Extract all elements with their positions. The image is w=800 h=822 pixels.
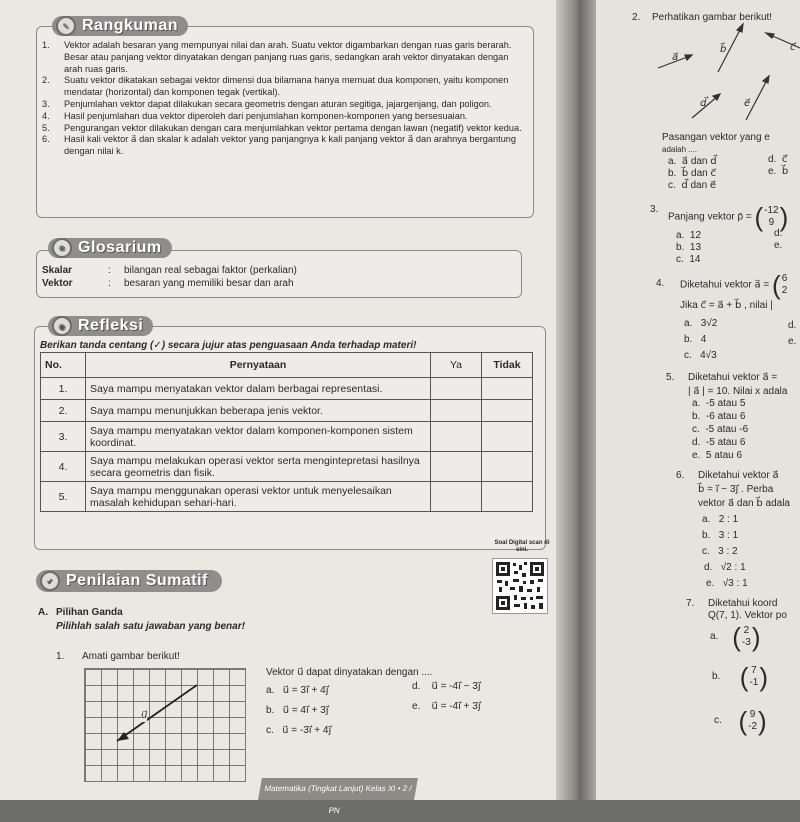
q3-opt-a[interactable]: a. 12 — [676, 230, 702, 241]
section-instruction: Pilihlah salah satu jawaban yang benar! — [56, 621, 245, 632]
checkbox-ya[interactable] — [431, 482, 482, 512]
col-tidak: Tidak — [482, 353, 533, 378]
rangkuman-item-text: Hasil kali vektor a⃗ dan skalar k adalah vektor yang panjangnya k kali panjang vektor a⃗ dan arahnya bergantung dengan nilai k. — [64, 134, 517, 157]
rangkuman-heading: ✎ Rangkuman — [52, 16, 188, 36]
refleksi-row-statement: Saya mampu menyatakan vektor dalam berbagai representasi. — [86, 378, 431, 400]
section-letter: A. — [38, 607, 48, 618]
refleksi-table — [40, 352, 533, 512]
q4-opt-b[interactable]: b. 4 — [684, 334, 707, 345]
q1-option-a[interactable]: a. u⃗ = 3i⃗ + 4j⃗ — [266, 685, 329, 696]
q2-stem-line1: Pasangan vektor yang e — [662, 132, 770, 143]
refleksi-row-number: 4. — [41, 452, 86, 482]
q4-opt-e[interactable]: e. — [788, 336, 797, 347]
q2-opt-e[interactable]: e. b⃗ — [768, 166, 789, 177]
q7-opt-b[interactable]: b. ( 7 -1 ) — [712, 662, 769, 692]
q3-opt-d[interactable]: d. — [774, 228, 783, 239]
qr-label: Soal Digital scan di sini. — [494, 540, 550, 553]
rangkuman-item — [42, 75, 522, 99]
q5-stem: Diketahui vektor a⃗ = — [688, 372, 778, 383]
vector-figure — [596, 22, 800, 142]
refleksi-row-statement: Saya mampu menunjukkan beberapa jenis vektor. — [86, 400, 431, 422]
q3-number: 3. — [650, 204, 659, 215]
q7-opt-a[interactable]: a. ( 2 -3 ) — [710, 622, 761, 652]
q2-stem-line2: adalah .... — [662, 145, 698, 154]
rangkuman-item — [42, 123, 522, 135]
q2-number: 2. — [632, 12, 641, 23]
q3-opt-b[interactable]: b. 13 — [676, 242, 702, 253]
vec-a-label: a⃗ — [672, 52, 679, 63]
q7-stem: Diketahui koord — [708, 598, 778, 609]
rangkuman-item-number: 3. — [42, 98, 50, 109]
q5-opt-b[interactable]: b. -6 atau 6 — [692, 411, 746, 422]
q1-option-d[interactable]: d. u⃗ = -4i⃗ − 3j⃗ — [412, 681, 481, 692]
q7-opt-c[interactable]: c. ( 9 -2 ) — [714, 706, 767, 736]
col-no: No. — [41, 353, 86, 378]
q5-opt-a[interactable]: a. -5 atau 5 — [692, 398, 746, 409]
refleksi-row — [41, 482, 533, 512]
q4-opt-d[interactable]: d. — [788, 320, 797, 331]
q5-number: 5. — [666, 372, 675, 383]
checkbox-ya[interactable] — [431, 422, 482, 452]
q3-opt-c[interactable]: c. 14 — [676, 254, 701, 265]
q4-number: 4. — [656, 278, 665, 289]
refleksi-row-statement: Saya mampu menggunakan operasi vektor untuk menyelesaikan masalah kehidupan sehari-hari. — [86, 482, 431, 512]
rangkuman-item — [42, 134, 522, 158]
reflection-icon: ◉ — [52, 316, 72, 336]
glossary-icon: ❋ — [52, 238, 72, 258]
q5-line: | a⃗ | = 10. Nilai x adala — [688, 386, 788, 397]
q4-stem: Diketahui vektor a⃗ = ( 6 2 — [680, 270, 788, 300]
checkbox-tidak[interactable] — [482, 422, 533, 452]
checkbox-tidak[interactable] — [482, 400, 533, 422]
refleksi-instruction: Berikan tanda centang (✓) secara jujur atas penguasaan Anda terhadap materi! — [40, 340, 417, 351]
rangkuman-item — [42, 111, 522, 123]
checkbox-ya[interactable] — [431, 452, 482, 482]
checkbox-tidak[interactable] — [482, 482, 533, 512]
book-icon: ✎ — [56, 16, 76, 36]
refleksi-row-number: 2. — [41, 400, 86, 422]
book-gutter — [556, 0, 596, 800]
page-footer: Matematika (Tingkat Lanjut) Kelas XI • 2 / PN — [258, 778, 418, 800]
q1-option-e[interactable]: e. u⃗ = -4i⃗ + 3j⃗ — [412, 701, 481, 712]
refleksi-heading: ◉ Refleksi — [48, 316, 153, 336]
rangkuman-item-number: 4. — [42, 110, 50, 121]
refleksi-row-number: 5. — [41, 482, 86, 512]
q6-opt-b[interactable]: b. 3 : 1 — [702, 530, 739, 541]
refleksi-row-statement: Saya mampu melakukan operasi vektor serta mengintepretasi hasilnya secara geometris dan fisik. — [86, 452, 431, 482]
checkbox-ya[interactable] — [431, 378, 482, 400]
glosarium-list — [42, 264, 297, 290]
q7-opt-b-matrix: ( 7 -1 ) — [739, 662, 769, 692]
q6-number: 6. — [676, 470, 685, 481]
assessment-icon: ✔ — [40, 571, 60, 591]
checkbox-ya[interactable] — [431, 400, 482, 422]
vector-u-label: u⃗ — [141, 710, 148, 721]
glosarium-heading: ❋ Glosarium — [48, 238, 172, 258]
q2-opt-d[interactable]: d. c⃗ — [768, 154, 788, 165]
q3-opt-e[interactable]: e. — [774, 240, 783, 251]
refleksi-row-number: 1. — [41, 378, 86, 400]
q2-opt-a[interactable]: a. a⃗ dan d⃗ — [668, 156, 717, 167]
q6-line2: vektor a⃗ dan b⃗ adala — [698, 498, 790, 509]
q6-opt-e[interactable]: e. √3 : 1 — [706, 578, 748, 589]
rangkuman-item-text: Suatu vektor dikatakan sebagai vektor dimensi dua bilamana hanya memuat dua komponen, yaitu komponen mendatar (horizontal) dan komponen tegak (vertikal). — [64, 75, 509, 98]
penilaian-heading: ✔ Penilaian Sumatif — [36, 570, 222, 592]
q6-line1: b⃗ = i⃗ − 3j⃗ . Perba — [698, 484, 774, 495]
vec-d-label: d⃗ — [700, 98, 707, 109]
rangkuman-item-text: Pengurangan vektor dilakukan dengan cara menjumlahkan vektor pertama dengan lawan (negatif) vektor kedua. — [64, 122, 522, 133]
glosarium-entry: Skalar : bilangan real sebagai faktor (perkalian) — [42, 265, 297, 276]
q6-stem: Diketahui vektor a⃗ — [698, 470, 779, 481]
q7-opt-a-matrix: ( 2 -3 ) — [732, 622, 761, 652]
q2-text: Perhatikan gambar berikut! — [652, 12, 773, 23]
rangkuman-item — [42, 40, 522, 75]
q3-matrix: ( -12 9 ) — [754, 202, 789, 232]
vec-c-label: c⃗ — [790, 42, 796, 53]
q4-line: Jika c⃗ = a⃗ + b⃗ , nilai | — [680, 300, 773, 311]
vec-e-label: e⃗ — [744, 98, 751, 109]
q7-line: Q(7, 1). Vektor po — [708, 610, 787, 621]
right-page — [596, 0, 800, 800]
col-pernyataan: Pernyataan — [86, 353, 431, 378]
rangkuman-item-number: 2. — [42, 75, 50, 86]
glosarium-entry: Vektor : besaran yang memiliki besar dan arah — [42, 278, 294, 289]
checkbox-tidak[interactable] — [482, 378, 533, 400]
q4-opt-c[interactable]: c. 4√3 — [684, 350, 717, 361]
refleksi-row — [41, 378, 533, 400]
rangkuman-item-number: 5. — [42, 122, 50, 133]
q6-opt-d[interactable]: d. √2 : 1 — [704, 562, 746, 573]
rangkuman-item — [42, 99, 522, 111]
q7-number: 7. — [686, 598, 695, 609]
refleksi-row — [41, 400, 533, 422]
q5-opt-c[interactable]: c. -5 atau -6 — [692, 424, 749, 435]
q2-opt-b[interactable]: b. b⃗ dan c⃗ — [668, 168, 716, 179]
q5-opt-d[interactable]: d. -5 atau 6 — [692, 437, 746, 448]
q4-opt-a[interactable]: a. 3√2 — [684, 318, 718, 329]
rangkuman-list — [42, 40, 522, 158]
refleksi-row — [41, 422, 533, 452]
refleksi-row-number: 3. — [41, 422, 86, 452]
rangkuman-item-text: Hasil penjumlahan dua vektor diperoleh dari penjumlahan komponen-komponen yang bersesuaian. — [64, 110, 468, 121]
q1-text: Amati gambar berikut! — [82, 651, 180, 662]
q6-opt-a[interactable]: a. 2 : 1 — [702, 514, 739, 525]
q1-number: 1. — [56, 651, 65, 662]
vector-grid — [84, 668, 246, 782]
vector-u-arrow — [85, 669, 245, 781]
col-ya: Ya — [431, 353, 482, 378]
q2-opt-c[interactable]: c. d⃗ dan e⃗ — [668, 180, 717, 191]
q1-option-c[interactable]: c. u⃗ = -3i⃗ + 4j⃗ — [266, 725, 332, 736]
q1-stem: Vektor u⃗ dapat dinyatakan dengan .... — [266, 667, 433, 678]
checkbox-tidak[interactable] — [482, 452, 533, 482]
vec-b-label: b⃗ — [720, 44, 727, 55]
q1-option-b[interactable]: b. u⃗ = 4i⃗ + 3j⃗ — [266, 705, 329, 716]
refleksi-row-statement: Saya mampu menyatakan vektor dalam komponen-komponen sistem koordinat. — [86, 422, 431, 452]
rangkuman-item-number: 6. — [42, 134, 50, 145]
q6-opt-c[interactable]: c. 3 : 2 — [702, 546, 738, 557]
rangkuman-item-number: 1. — [42, 40, 50, 50]
q4-matrix: ( 6 2 — [772, 270, 788, 300]
section-title: Pilihan Ganda — [56, 607, 123, 618]
qr-code[interactable] — [492, 558, 548, 614]
refleksi-row — [41, 452, 533, 482]
rangkuman-item-text: Vektor adalah besaran yang mempunyai nilai dan arah. Suatu vektor digambarkan dengan ruas garis berarah. Besar atau panjang vektor dinyatakan dengan panjang ruas garis, sedangkan arah vektor dinyatakan dengan arah ruas garis. — [64, 40, 512, 74]
rangkuman-item-text: Penjumlahan vektor dapat dilakukan secara geometris dengan aturan segitiga, jajargenjang, dan poligon. — [64, 98, 492, 109]
q3-stem: Panjang vektor p̄ = ( -12 9 ) — [668, 202, 789, 232]
q7-opt-c-matrix: ( 9 -2 ) — [738, 706, 767, 736]
q5-opt-e[interactable]: e. 5 atau 6 — [692, 450, 743, 461]
